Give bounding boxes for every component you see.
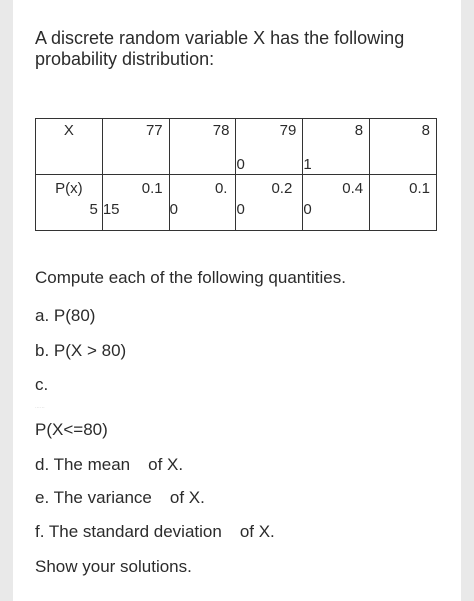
table-cell: 79 0 [236,119,303,175]
table-cell: 0.1 [370,175,437,231]
table-cell: 8 1 [303,119,370,175]
question-intro: A discrete random variable X has the following probability distribution: [35,28,405,69]
table-cell: 77 [102,119,169,175]
question-card [13,0,461,601]
item-d: d. The mean of X. [35,455,184,474]
table-cell: 8 [370,119,437,175]
item-a: a. P(80) [35,306,96,325]
table-cell: 0.1 15 [102,175,169,231]
table-row-x [36,119,437,175]
item-g: Show your solutions. [35,557,192,576]
item-b: b. P(X > 80) [35,341,127,360]
prompt-text: Compute each of the following quantities. [35,268,346,287]
item-f: f. The standard deviation of X. [35,522,275,541]
table-cell: 0.4 0 [303,175,370,231]
item-c: c. [35,375,49,394]
probability-distribution-table [35,118,437,231]
table-cell: P(x) 5 [36,175,103,231]
item-c-expression: P(X<=80) [35,420,108,439]
table-row-px [36,175,437,231]
table-cell: 0. 0 [169,175,236,231]
item-c-faint-mark: ⋯⋯ [35,405,45,411]
table-cell: 78 [169,119,236,175]
item-e: e. The variance of X. [35,488,205,507]
table-cell: 0.2 0 [236,175,303,231]
table-cell: X [36,119,103,175]
